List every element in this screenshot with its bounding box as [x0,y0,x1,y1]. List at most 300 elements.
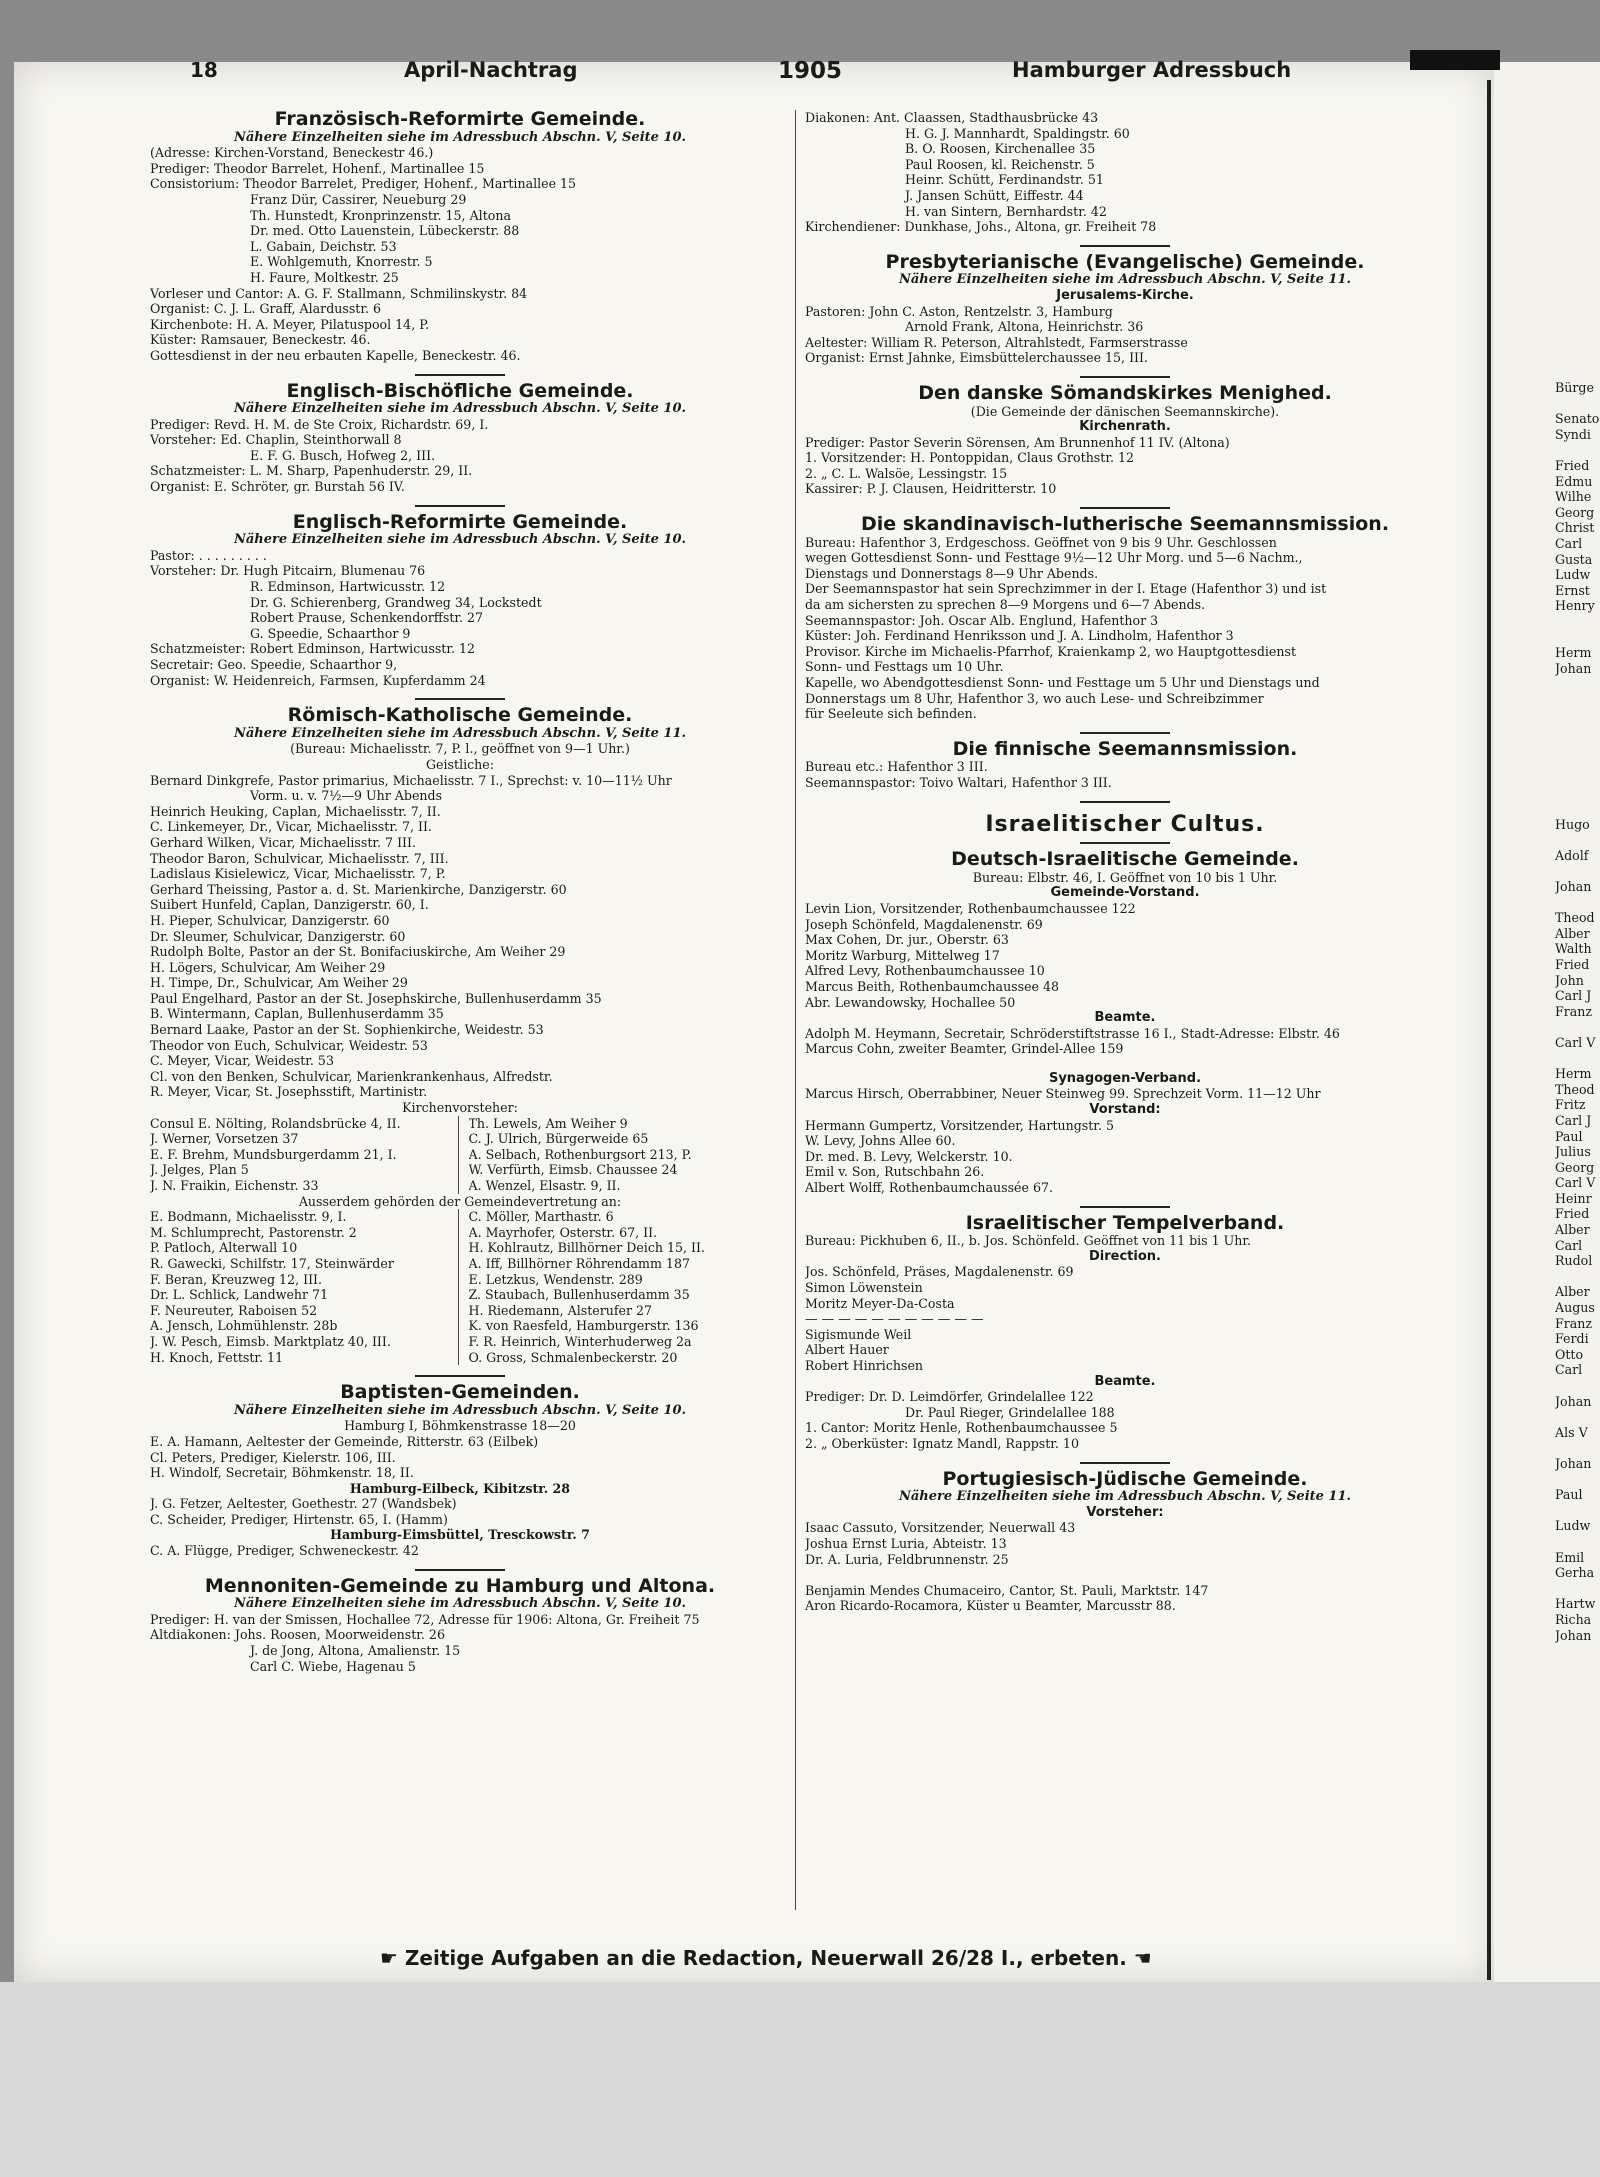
entry-line: Schatzmeister: Robert Edminson, Hartwicusstr. 12 [150,641,476,657]
entry-line: Carl [1555,1362,1583,1378]
separator [415,505,505,507]
entry-line: Cl. Peters, Prediger, Kielerstr. 106, III. [150,1449,396,1465]
entry-list [805,1264,1445,1373]
entry-line: Bürge [1555,380,1594,395]
entry-line: Ludw [1555,1518,1591,1534]
section-title: Portugiesisch-Jüdische Gemeinde. [942,1467,1308,1490]
entry-line: Franz [1555,1003,1593,1019]
entry-line: Bureau: Hafenthor 3, Erdgeschoss. Geöffnet von 9 bis 9 Uhr. Geschlossen [805,534,1277,550]
entry-line: Seemannspastor: Toivo Waltari, Hafenthor 3 III. [805,774,1112,790]
adjacent-page-text [1555,380,1600,1643]
subheading: Gemeinde-Vorstand. [1050,885,1200,901]
entry-line: Hugo [1555,816,1590,832]
entry-line: J. W. Pesch, Eimsb. Marktplatz 40, III. [150,1333,391,1349]
entry-line: Hermann Gumpertz, Vorsitzender, Hartungstr. 5 [805,1117,1114,1133]
entry-line: Dr. A. Luria, Feldbrunnenstr. 25 [805,1551,1009,1567]
entry-list [805,1520,1445,1614]
entry-list [469,1209,771,1365]
entry-line: Simon Löwenstein [805,1280,923,1295]
subheading: Hamburg-Eilbeck, Kibitzstr. 28 [349,1480,571,1496]
entry-line: Aeltester: William R. Peterson, Altrahlstedt, Farmserstrasse [805,334,1188,350]
section-title: Deutsch-Israelitische Gemeinde. [951,848,1299,871]
entry-line: da am sichersten zu sprechen 8—9 Morgens und 6—7 Abends. [805,597,1206,613]
entry-line: C. J. Ulrich, Bürgerweide 65 [468,1131,649,1147]
entry-line: Christ [1555,520,1595,536]
entry-line: Rudol [1555,1253,1593,1269]
entry-line [1555,1503,1600,1519]
entry-line: Dr. G. Schierenberg, Grandweg 34, Lockstedt [250,594,542,610]
entry-line: Senato [1555,411,1600,427]
entry-line: Donnerstags um 8 Uhr, Hafenthor 3, wo auch Lese- und Schreibzimmer [805,690,1264,706]
entry-line: Jos. Schönfeld, Präses, Magdalenenstr. 69 [805,1264,1074,1280]
entry-line: Th. Lewels, Am Weiher 9 [468,1115,628,1131]
entry-line: Joshua Ernst Luria, Abteistr. 13 [805,1535,1007,1551]
entry-line: Küster: Joh. Ferdinand Henriksson und J. A. Lindholm, Hafenthor 3 [805,628,1234,644]
entry-line: Fried [1555,956,1590,972]
entry-line: H. Pieper, Schulvicar, Danzigerstr. 60 [150,912,390,928]
entry-list [469,1116,771,1194]
entry-line [1555,396,1600,412]
entry-list [805,901,1445,1010]
entry-line: Paul [1555,1487,1583,1503]
entry-line: Prediger: Pastor Severin Sörensen, Am Brunnenhof 11 IV. (Altona) [805,434,1230,450]
entry-line: Als V [1555,1424,1588,1440]
reference-note: Nähere Einzelheiten siehe im Adressbuch Abschn. V, Seite 10. [233,1596,687,1612]
entry-line: Gottesdienst in der neu erbauten Kapelle, Beneckestr. 46. [150,347,521,363]
entry-line: Benjamin Mendes Chumaceiro, Cantor, St. Pauli, Marktstr. 147 [805,1582,1209,1598]
entry-line: Paul Engelhard, Pastor an der St. Josephskirche, Bullenhuserdamm 35 [150,990,602,1006]
entry-line: Julius [1555,1144,1591,1160]
entry-list [150,1543,770,1559]
entry-line: Prediger: Theodor Barrelet, Hohenf., Martinallee 15 [150,160,485,176]
entry-list [805,110,1445,235]
entry-line: Abr. Lewandowsky, Hochallee 50 [805,994,1016,1010]
reference-note: Nähere Einzelheiten siehe im Adressbuch Abschn. V, Seite 10. [233,1402,687,1418]
entry-line: Alfred Levy, Rothenbaumchaussee 10 [805,963,1045,979]
entry-line [805,1567,1445,1583]
entry-line: H. Lögers, Schulvicar, Am Weiher 29 [150,959,386,975]
entry-line: J. Jansen Schütt, Eiffestr. 44 [905,187,1084,203]
entry-line: Emil [1555,1549,1585,1565]
entry-line [1555,770,1600,786]
entry-line: wegen Gottesdienst Sonn- und Festtage 9½—12 Uhr Morg. und 5—6 Nachm., [805,550,1303,566]
entry-line: B. Wintermann, Caplan, Bullenhuserdamm 35 [150,1006,444,1022]
subheading: Ausserdem gehörden der Gemeindevertretung an: [298,1193,622,1209]
entry-list [150,1209,459,1365]
entry-line: H. Faure, Moltkestr. 25 [250,269,399,285]
entry-line: F. Beran, Kreuzweg 12, III. [150,1271,323,1287]
entry-line: Prediger: Revd. H. M. de Ste Croix, Richardstr. 69, I. [150,416,489,432]
entry-line [1555,895,1600,911]
entry-line: G. Speedie, Schaarthor 9 [250,625,411,641]
scan-background [0,1982,1600,2177]
entry-line: Robert Prause, Schenkendorffstr. 27 [250,610,484,626]
subheading: Beamte. [1094,1010,1156,1026]
entry-line: Fried [1555,457,1590,473]
entry-line: B. O. Roosen, Kirchenallee 35 [905,141,1096,157]
entry-line: Herm [1555,645,1592,661]
entry-line: Robert Hinrichsen [805,1357,924,1373]
entry-line: Georg [1555,1159,1595,1175]
entry-list [150,1434,770,1481]
entry-line: Paul [1555,1128,1583,1144]
entry-line: Marcus Cohn, zweiter Beamter, Grindel-Allee 159 [805,1041,1124,1057]
entry-line: E. Bodmann, Michaelisstr. 9, I. [150,1209,347,1225]
separator [1080,376,1170,378]
entry-line: — — — — — — — — — — — [805,1311,984,1327]
entry-line: Schatzmeister: L. M. Sharp, Papenhuderstr. 29, II. [150,463,473,479]
entry-line: Kassirer: P. J. Clausen, Heidritterstr. 10 [805,481,1057,497]
entry-line: Edmu [1555,473,1593,489]
entry-line: C. Scheider, Prediger, Hirtenstr. 65, I. (Hamm) [150,1511,448,1527]
entry-line: H. Kohlrautz, Billhörner Deich 15, II. [468,1240,705,1256]
entry-list [150,741,770,1100]
entry-line: Kirchendiener: Dunkhase, Johs., Altona, gr. Freiheit 78 [805,219,1157,235]
reference-note: Nähere Einzelheiten siehe im Adressbuch Abschn. V, Seite 11. [898,272,1352,288]
entry-line: Johan [1555,1455,1592,1471]
entry-line [1555,1019,1600,1035]
entry-line: Alber [1555,1222,1590,1238]
entry-list [805,535,1445,722]
entry-line: E. Wohlgemuth, Knorrestr. 5 [250,254,433,270]
subheading: Vorsteher: [1086,1504,1164,1520]
entry-line: Theodor von Euch, Schulvicar, Weidestr. 53 [150,1037,428,1053]
separator [1080,842,1170,844]
entry-line: Fried [1555,1206,1590,1222]
scan-mark [1410,50,1500,70]
subheading: Vorstand: [1089,1102,1161,1118]
section-title: Römisch-Katholische Gemeinde. [287,704,633,727]
entry-line [1555,863,1600,879]
entry-line: Joseph Schönfeld, Magdalenenstr. 69 [805,916,1043,932]
entry-line: Ernst [1555,582,1590,598]
entry-line: Carl J [1555,988,1592,1004]
entry-line: Gerha [1555,1565,1595,1581]
entry-line [1555,801,1600,817]
entry-line: Sigismunde Weil [805,1326,912,1342]
entry-line: Cl. von den Benken, Schulvicar, Marienkrankenhaus, Alfredstr. [150,1068,553,1084]
entry-line: Carl [1555,535,1583,551]
separator [1080,245,1170,247]
entry-line [1555,832,1600,848]
section-title: Israelitischer Cultus. [985,811,1265,837]
entry-line: R. Gawecki, Schilfstr. 17, Steinwärder [150,1255,394,1271]
entry-line: Marcus Hirsch, Oberrabbiner, Neuer Steinweg 99. Sprechzeit Vorm. 11—12 Uhr [805,1086,1321,1102]
page-fold-line [1487,80,1491,1980]
entry-line [1555,1269,1600,1285]
entry-line: J. Jelges, Plan 5 [150,1162,249,1178]
entry-line: A. Selbach, Rothenburgsort 213, P. [468,1146,692,1162]
header-left: April-Nachtrag [404,58,578,82]
entry-line: H. G. J. Mannhardt, Spaldingstr. 60 [905,125,1130,141]
entry-line: Theod [1555,1081,1595,1097]
separator [1080,732,1170,734]
entry-line: A. Jensch, Lohmühlenstr. 28b [150,1318,338,1334]
section-title: Mennoniten-Gemeinde zu Hamburg und Altona. [204,1574,716,1597]
two-column-list [150,1116,770,1194]
entry-list [805,759,1445,790]
entry-line: J. G. Fetzer, Aeltester, Goethestr. 27 (Wandsbek) [150,1496,457,1512]
entry-line: Kapelle, wo Abendgottesdienst Sonn- und Festtage um 5 Uhr und Dienstags und [805,675,1320,690]
entry-line: Bernard Laake, Pastor an der St. Sophienkirche, Weidestr. 53 [150,1022,544,1038]
section-title: Die finnische Seemannsmission. [952,737,1298,760]
subheading: Kirchenvorsteher: [402,1100,518,1116]
entry-line: Altdiakonen: Johs. Roosen, Moorweidenstr. 26 [150,1627,445,1643]
entry-line: W. Verfürth, Eimsb. Chaussee 24 [468,1162,678,1178]
entry-line [1555,442,1600,458]
entry-line: Adolf [1555,847,1589,863]
entry-line: J. Werner, Vorsetzen 37 [150,1131,299,1147]
subheading: Beamte. [1094,1373,1156,1389]
separator [415,698,505,700]
entry-line: Z. Staubach, Bullenhuserdamm 35 [468,1287,690,1303]
entry-line: Seemannspastor: Joh. Oscar Alb. Englund, Hafenthor 3 [805,612,1159,628]
section-title: Israelitischer Tempelverband. [965,1211,1285,1234]
entry-line: L. Gabain, Deichstr. 53 [250,238,397,254]
entry-line: Theod [1555,910,1595,926]
entry-line [1555,692,1600,708]
entry-line: Fritz [1555,1097,1586,1113]
entry-line: Johan [1555,1627,1592,1643]
section-title: Baptisten-Gemeinden. [340,1381,580,1404]
entry-line: C. A. Flügge, Prediger, Schweneckestr. 42 [150,1543,419,1559]
entry-line: 2. „ C. L. Walsöe, Lessingstr. 15 [805,465,1008,481]
entry-line: Otto [1555,1346,1584,1362]
entry-line: Adolph M. Heymann, Secretair, Schröderstiftstrasse 16 I., Stadt-Adresse: Elbstr. 46 [805,1025,1340,1041]
entry-line: Heinrich Heuking, Caplan, Michaelisstr. 7, II. [150,803,441,819]
entry-line: Gusta [1555,551,1593,567]
entry-line: Hartw [1555,1596,1596,1612]
entry-line: E. F. Brehm, Mundsburgerdamm 21, I. [150,1146,397,1162]
entry-list [150,1116,459,1194]
subheading: Hamburg I, Böhmkenstrasse 18—20 [344,1418,576,1434]
entry-line: Franz Dür, Cassirer, Neueburg 29 [250,191,467,207]
entry-line: Levin Lion, Vorsitzender, Rothenbaumchaussee 122 [805,900,1136,916]
entry-line: 1. Vorsitzender: H. Pontoppidan, Claus Grothstr. 12 [805,450,1134,466]
entry-line: Sonn- und Festtags um 10 Uhr. [805,659,1004,675]
subheading: Direction. [1089,1248,1161,1264]
entry-line: Dr. med. B. Levy, Welckerstr. 10. [805,1148,1013,1164]
entry-line: Franz [1555,1315,1593,1331]
separator [415,1375,505,1377]
entry-list [805,1118,1445,1196]
entry-line: C. Linkemeyer, Dr., Vicar, Michaelisstr. 7, II. [150,819,432,835]
entry-line: Heinr. Schütt, Ferdinandstr. 51 [905,172,1104,188]
entry-line: Th. Hunstedt, Kronprinzenstr. 15, Altona [250,207,511,223]
entry-line: Rudolph Bolte, Pastor an der St. Bonifaciuskirche, Am Weiher 29 [150,944,566,960]
entry-line: H. Riedemann, Alsterufer 27 [468,1302,653,1318]
entry-line: M. Schlumprecht, Pastorenstr. 2 [150,1224,357,1240]
entry-line: Der Seemannspastor hat sein Sprechzimmer in der I. Etage (Hafenthor 3) und ist [805,581,1327,597]
entry-line: Albert Hauer [805,1342,889,1358]
separator [415,1569,505,1571]
separator [1080,1462,1170,1464]
entry-line: Gerhard Theissing, Pastor a. d. St. Marienkirche, Danzigerstr. 60 [150,881,567,897]
entry-line: P. Patloch, Alterwall 10 [150,1240,298,1256]
entry-line: Secretair: Geo. Speedie, Schaarthor 9, [150,657,398,672]
left-column [150,108,770,1674]
entry-list [150,417,770,495]
note: (Die Gemeinde der dänischen Seemannskirche). [970,403,1280,419]
entry-line: A. Mayrhofer, Osterstr. 67, II. [468,1224,658,1240]
entry-line: Moritz Warburg, Mittelweg 17 [805,947,1000,963]
entry-line: H. Windolf, Secretair, Böhmkenstr. 18, II. [150,1465,414,1481]
entry-line: Organist: E. Schröter, gr. Burstah 56 IV. [150,479,405,495]
reference-note: Nähere Einzelheiten siehe im Adressbuch Abschn. V, Seite 10. [233,129,687,145]
section-title: Englisch-Bischöfliche Gemeinde. [286,379,634,402]
entry-line: Paul Roosen, kl. Reichenstr. 5 [905,156,1095,172]
header-year: 1905 [778,58,843,84]
entry-line: Vorsteher: Ed. Chaplin, Steinthorwall 8 [150,432,402,448]
entry-line: Pastor: . . . . . . . . . [150,547,267,563]
entry-line: Dr. Paul Rieger, Grindelallee 188 [905,1404,1115,1420]
entry-line [1555,739,1600,755]
entry-line: F. Neureuter, Raboisen 52 [150,1302,318,1318]
entry-line: Consul E. Nölting, Rolandsbrücke 4, II. [150,1115,401,1131]
entry-line: W. Levy, Johns Allee 60. [805,1133,956,1149]
entry-line: R. Edminson, Hartwicusstr. 12 [250,579,446,595]
entry-line: Syndi [1555,426,1591,442]
entry-line: Suibert Hunfeld, Caplan, Danzigerstr. 60, I. [150,897,429,913]
two-column-list [150,1209,770,1365]
entry-line: Aron Ricardo-Rocamora, Küster u Beamter, Marcusstr 88. [805,1598,1176,1614]
footer-notice: ☛ Zeitige Aufgaben an die Redaction, Neuerwall 26/28 I., erbeten. ☚ [380,1946,1152,1970]
entry-line [1555,1409,1600,1425]
entry-line [1555,1472,1600,1488]
entry-line: Bureau etc.: Hafenthor 3 III. [805,759,988,775]
entry-line: Dienstags und Donnerstags 8—9 Uhr Abends. [805,565,1099,581]
entry-line: E. F. G. Busch, Hofweg 2, III. [250,447,436,463]
entry-line [1555,1440,1600,1456]
entry-line: Vorleser und Cantor: A. G. F. Stallmann, Schmilinskystr. 84 [150,285,528,301]
entry-line: Prediger: H. van der Smissen, Hochallee 72, Adresse für 1906: Altona, Gr. Freiheit 75 [150,1611,700,1627]
entry-line: Carl J [1555,1112,1592,1128]
entry-line: Organist: W. Heidenreich, Farmsen, Kupferdamm 24 [150,672,486,688]
entry-line [1555,723,1600,739]
reference-note: Nähere Einzelheiten siehe im Adressbuch Abschn. V, Seite 11. [898,1489,1352,1505]
entry-line: Isaac Cassuto, Vorsitzender, Neuerwall 43 [805,1520,1076,1536]
entry-line: Küster: Ramsauer, Beneckestr. 46. [150,332,371,348]
entry-line: Carl V [1555,1034,1596,1050]
subheading: Kirchenrath. [1079,419,1171,435]
entry-line: Gerhard Wilken, Vicar, Michaelisstr. 7 III. [150,834,416,850]
entry-line: E. A. Hamann, Aeltester der Gemeinde, Ritterstr. 63 (Eilbek) [150,1433,539,1449]
entry-line: Georg [1555,504,1595,520]
separator [1080,507,1170,509]
note: Bureau: Pickhuben 6, II., b. Jos. Schönfeld. Geöffnet von 11 bis 1 Uhr. [805,1233,1252,1249]
right-column [805,110,1445,1614]
page-number: 18 [190,58,218,82]
entry-line: Henry [1555,598,1595,614]
entry-line: (Adresse: Kirchen-Vorstand, Beneckestr 46.) [150,145,434,161]
entry-line: Ladislaus Kisielewicz, Vicar, Michaelisstr. 7, P. [150,866,446,882]
separator [1080,801,1170,803]
entry-line: Max Cohen, Dr. jur., Oberstr. 63 [805,932,1009,948]
note: Bureau: Elbstr. 46, I. Geöffnet von 10 bis 1 Uhr. [972,869,1278,885]
entry-line: Augus [1555,1300,1595,1316]
entry-list [150,145,770,363]
entry-line: Ludw [1555,567,1591,583]
subheading: Synagogen-Verband. [1048,1070,1202,1086]
entry-line: K. von Raesfeld, Hamburgerstr. 136 [468,1318,699,1334]
entry-line [1555,1534,1600,1550]
entry-line: Herm [1555,1066,1592,1082]
entry-line: Carl [1555,1237,1583,1253]
entry-line [1555,707,1600,723]
entry-line: Theodor Baron, Schulvicar, Michaelisstr. 7, III. [150,850,449,866]
entry-line [1555,676,1600,692]
entry-line: Marcus Beith, Rothenbaumchaussee 48 [805,978,1060,994]
entry-line: Ferdi [1555,1331,1589,1347]
entry-line: Provisor. Kirche im Michaelis-Pfarrhof, Kraienkamp 2, wo Hauptgottesdienst [805,643,1297,659]
entry-line: Diakonen: Ant. Claassen, Stadthausbrücke 43 [805,110,1099,125]
entry-line: Dr. med. Otto Lauenstein, Lübeckerstr. 88 [250,223,520,239]
entry-line: Bernard Dinkgrefe, Pastor primarius, Michaelisstr. 7 I., Sprechst: v. 10—11½ Uhr [150,772,672,788]
separator [1080,1206,1170,1208]
entry-line: Alber [1555,925,1590,941]
entry-line: Johan [1555,1393,1592,1409]
entry-line: C. Meyer, Vicar, Weidestr. 53 [150,1053,334,1069]
entry-line: Johan [1555,660,1592,676]
entry-line [1555,1581,1600,1597]
subheading: Jerusalems-Kirche. [1056,287,1194,303]
entry-line: C. Möller, Marthastr. 6 [468,1209,614,1225]
section-title: Die skandinavisch-lutherische Seemannsmission. [860,513,1390,536]
entry-line: Consistorium: Theodor Barrelet, Prediger, Hohenf., Martinallee 15 [150,176,577,192]
entry-line: Albert Wolff, Rothenbaumchaussée 67. [805,1180,1053,1196]
entry-line: Johan [1555,879,1592,894]
reference-note: Nähere Einzelheiten siehe im Adressbuch Abschn. V, Seite 10. [233,532,687,548]
entry-line: Wilhe [1555,489,1592,505]
entry-line: 1. Cantor: Moritz Henle, Rothenbaumchaussee 5 [805,1420,1118,1436]
entry-line: Alber [1555,1284,1590,1300]
entry-list [150,1496,770,1527]
entry-line: Vorm. u. v. 7½—9 Uhr Abends [250,788,443,804]
entry-line: J. N. Fraikin, Eichenstr. 33 [150,1178,319,1193]
section-title: Französisch-Reformirte Gemeinde. [274,108,646,130]
entry-line: 2. „ Oberküster: Ignatz Mandl, Rappstr. 10 [805,1435,1079,1451]
entry-line: Prediger: Dr. D. Leimdörfer, Grindelallee 122 [805,1389,1094,1405]
section-title: Den danske Sömandskirkes Menighed. [918,381,1332,404]
entry-line: Organist: C. J. L. Graff, Alardusstr. 6 [150,301,382,317]
entry-line [1555,785,1600,801]
reference-note: Nähere Einzelheiten siehe im Adressbuch Abschn. V, Seite 10. [233,401,687,417]
entry-line: H. Knoch, Fettstr. 11 [150,1349,284,1365]
entry-list [150,548,770,688]
entry-line: Geistliche: [426,756,494,772]
entry-line: Carl C. Wiebe, Hagenau 5 [250,1658,416,1674]
entry-line: Dr. Sleumer, Schulvicar, Danzigerstr. 60 [150,928,406,944]
entry-line: (Bureau: Michaelisstr. 7, P. l., geöffnet von 9—1 Uhr.) [290,741,630,757]
spacer [805,1057,1445,1071]
reference-note: Nähere Einzelheiten siehe im Adressbuch Abschn. V, Seite 11. [233,725,687,741]
entry-line: Vorsteher: Dr. Hugh Pitcairn, Blumenau 76 [150,563,426,579]
entry-line: O. Gross, Schmalenbeckerstr. 20 [468,1349,678,1365]
entry-line: A. Iff, Billhörner Röhrendamm 187 [468,1255,690,1271]
entry-line: H. Timpe, Dr., Schulvicar, Am Weiher 29 [150,975,408,991]
entry-line [1555,630,1600,646]
entry-line [1555,1051,1600,1067]
entry-line [1555,1378,1600,1394]
entry-line: Heinr [1555,1190,1592,1206]
entry-line [1555,754,1600,770]
column-divider [795,110,796,1910]
entry-line: für Seeleute sich befinden. [805,706,977,722]
entry-line: Arnold Frank, Altona, Heinrichstr. 36 [905,319,1144,335]
entry-line: Organist: Ernst Jahnke, Eimsbüttelerchaussee 15, III. [805,350,1148,366]
section-title: Englisch-Reformirte Gemeinde. [292,510,628,533]
entry-list [805,304,1445,366]
